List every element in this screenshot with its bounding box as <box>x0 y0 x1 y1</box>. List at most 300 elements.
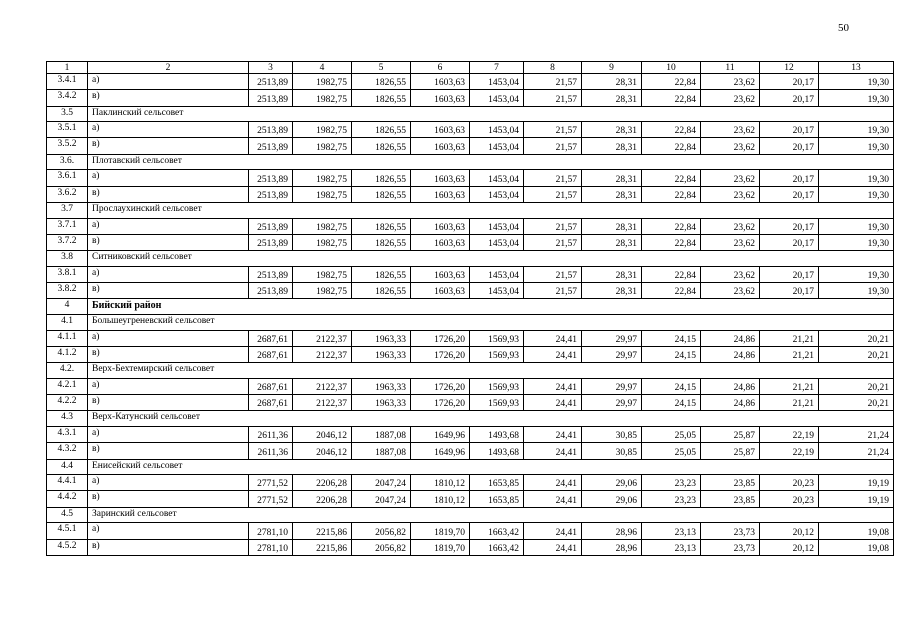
table-row <box>47 138 894 154</box>
cell-col-3: 2771,52 <box>249 491 293 507</box>
cell-col-6: 1603,63 <box>411 170 470 186</box>
cell-col-9: 28,31 <box>582 283 642 299</box>
cell-col-12: 21,21 <box>760 395 819 411</box>
cell-col-11: 24,86 <box>701 378 760 394</box>
cell-col-13: 19,30 <box>819 186 894 202</box>
row-label: в) <box>88 138 249 154</box>
cell-col-10: 22,84 <box>642 218 701 234</box>
cell-col-12: 20,17 <box>760 138 819 154</box>
cell-col-5: 2047,24 <box>352 475 411 491</box>
cell-col-10: 23,23 <box>642 491 701 507</box>
cell-col-5: 1887,08 <box>352 426 411 442</box>
row-code: 3.7.2 <box>47 234 88 250</box>
cell-col-3: 2513,89 <box>249 283 293 299</box>
cell-col-13: 20,21 <box>819 395 894 411</box>
table-row <box>47 346 894 362</box>
cell-col-6: 1819,70 <box>411 539 470 555</box>
cell-col-3: 2687,61 <box>249 395 293 411</box>
cell-col-6: 1810,12 <box>411 475 470 491</box>
row-code: 4.5.1 <box>47 523 88 539</box>
cell-col-9: 29,06 <box>582 491 642 507</box>
cell-col-3: 2513,89 <box>249 74 293 90</box>
section-title: Верх-Катунский сельсовет <box>88 411 894 427</box>
cell-col-6: 1603,63 <box>411 266 470 282</box>
cell-col-5: 1826,55 <box>352 138 411 154</box>
cell-col-13: 19,30 <box>819 266 894 282</box>
cell-col-4: 1982,75 <box>293 74 352 90</box>
cell-col-4: 2122,37 <box>293 346 352 362</box>
cell-col-7: 1663,42 <box>470 539 524 555</box>
section-title: Большеугреневский сельсовет <box>88 314 894 330</box>
cell-col-13: 20,21 <box>819 346 894 362</box>
row-code: 3.6.2 <box>47 186 88 202</box>
cell-col-12: 21,21 <box>760 346 819 362</box>
row-code: 3.8.1 <box>47 266 88 282</box>
row-label: а) <box>88 266 249 282</box>
cell-col-13: 19,30 <box>819 138 894 154</box>
cell-col-10: 22,84 <box>642 90 701 106</box>
table-row <box>47 491 894 507</box>
section-title: Верх-Бехтемирский сельсовет <box>88 363 894 379</box>
table-row <box>47 330 894 346</box>
cell-col-7: 1453,04 <box>470 90 524 106</box>
cell-col-4: 1982,75 <box>293 218 352 234</box>
cell-col-7: 1453,04 <box>470 186 524 202</box>
row-label: в) <box>88 283 249 299</box>
cell-col-11: 23,62 <box>701 266 760 282</box>
column-header-6: 6 <box>411 62 470 74</box>
cell-col-5: 2056,82 <box>352 539 411 555</box>
cell-col-4: 1982,75 <box>293 138 352 154</box>
cell-col-4: 1982,75 <box>293 90 352 106</box>
cell-col-7: 1569,93 <box>470 330 524 346</box>
cell-col-8: 21,57 <box>524 266 582 282</box>
cell-col-13: 20,21 <box>819 330 894 346</box>
section-title: Енисейский сельсовет <box>88 459 894 475</box>
cell-col-9: 28,31 <box>582 90 642 106</box>
cell-col-10: 23,13 <box>642 539 701 555</box>
table-row <box>47 218 894 234</box>
cell-col-8: 24,41 <box>524 378 582 394</box>
cell-col-6: 1726,20 <box>411 346 470 362</box>
cell-col-8: 24,41 <box>524 539 582 555</box>
cell-col-8: 21,57 <box>524 170 582 186</box>
section-row <box>47 363 894 379</box>
cell-col-5: 1826,55 <box>352 283 411 299</box>
section-title: Заринский сельсовет <box>88 507 894 523</box>
cell-col-10: 24,15 <box>642 346 701 362</box>
cell-col-12: 20,23 <box>760 475 819 491</box>
column-header-5: 5 <box>352 62 411 74</box>
table-row <box>47 74 894 90</box>
cell-col-10: 22,84 <box>642 266 701 282</box>
cell-col-4: 1982,75 <box>293 122 352 138</box>
cell-col-6: 1603,63 <box>411 283 470 299</box>
cell-col-5: 1963,33 <box>352 330 411 346</box>
cell-col-10: 22,84 <box>642 234 701 250</box>
row-label: в) <box>88 90 249 106</box>
table-row <box>47 90 894 106</box>
cell-col-7: 1653,85 <box>470 475 524 491</box>
cell-col-12: 21,21 <box>760 330 819 346</box>
cell-col-9: 28,31 <box>582 138 642 154</box>
cell-col-11: 23,73 <box>701 523 760 539</box>
cell-col-4: 2122,37 <box>293 330 352 346</box>
cell-col-7: 1663,42 <box>470 523 524 539</box>
cell-col-3: 2781,10 <box>249 539 293 555</box>
cell-col-6: 1810,12 <box>411 491 470 507</box>
column-header-9: 9 <box>582 62 642 74</box>
row-code: 3.7 <box>47 202 88 218</box>
table-row <box>47 283 894 299</box>
section-row <box>47 202 894 218</box>
cell-col-13: 19,30 <box>819 283 894 299</box>
cell-col-12: 20,23 <box>760 491 819 507</box>
cell-col-11: 23,62 <box>701 218 760 234</box>
cell-col-5: 1826,55 <box>352 218 411 234</box>
cell-col-13: 19,30 <box>819 90 894 106</box>
column-header-13: 13 <box>819 62 894 74</box>
cell-col-7: 1453,04 <box>470 218 524 234</box>
row-code: 3.8.2 <box>47 283 88 299</box>
cell-col-8: 21,57 <box>524 186 582 202</box>
cell-col-3: 2687,61 <box>249 330 293 346</box>
row-label: а) <box>88 426 249 442</box>
cell-col-6: 1726,20 <box>411 395 470 411</box>
cell-col-6: 1603,63 <box>411 234 470 250</box>
cell-col-12: 20,17 <box>760 266 819 282</box>
cell-col-6: 1726,20 <box>411 330 470 346</box>
cell-col-3: 2687,61 <box>249 346 293 362</box>
row-label: а) <box>88 330 249 346</box>
cell-col-11: 23,62 <box>701 283 760 299</box>
table-row <box>47 523 894 539</box>
cell-col-7: 1569,93 <box>470 346 524 362</box>
cell-col-3: 2513,89 <box>249 234 293 250</box>
cell-col-6: 1649,96 <box>411 443 470 459</box>
row-code: 3.5.1 <box>47 122 88 138</box>
cell-col-8: 21,57 <box>524 218 582 234</box>
column-header-8: 8 <box>524 62 582 74</box>
cell-col-5: 1963,33 <box>352 346 411 362</box>
cell-col-7: 1453,04 <box>470 170 524 186</box>
table-row <box>47 122 894 138</box>
cell-col-9: 28,31 <box>582 234 642 250</box>
cell-col-5: 2047,24 <box>352 491 411 507</box>
cell-col-3: 2513,89 <box>249 122 293 138</box>
cell-col-11: 23,62 <box>701 74 760 90</box>
cell-col-10: 22,84 <box>642 74 701 90</box>
row-code: 4.1.2 <box>47 346 88 362</box>
row-code: 3.4.2 <box>47 90 88 106</box>
cell-col-9: 29,06 <box>582 475 642 491</box>
row-label: в) <box>88 443 249 459</box>
cell-col-4: 1982,75 <box>293 283 352 299</box>
row-label: в) <box>88 186 249 202</box>
cell-col-13: 19,19 <box>819 475 894 491</box>
cell-col-5: 1826,55 <box>352 170 411 186</box>
cell-col-10: 23,13 <box>642 523 701 539</box>
cell-col-8: 21,57 <box>524 122 582 138</box>
row-label: в) <box>88 491 249 507</box>
cell-col-7: 1453,04 <box>470 122 524 138</box>
row-label: в) <box>88 234 249 250</box>
row-code: 4.4.1 <box>47 475 88 491</box>
cell-col-5: 1826,55 <box>352 234 411 250</box>
cell-col-11: 25,87 <box>701 443 760 459</box>
cell-col-3: 2611,36 <box>249 426 293 442</box>
cell-col-4: 2215,86 <box>293 523 352 539</box>
cell-col-12: 20,12 <box>760 523 819 539</box>
cell-col-4: 2046,12 <box>293 443 352 459</box>
row-label: в) <box>88 346 249 362</box>
row-code: 3.7.1 <box>47 218 88 234</box>
cell-col-10: 22,84 <box>642 186 701 202</box>
cell-col-8: 24,41 <box>524 426 582 442</box>
row-code: 4.1 <box>47 314 88 330</box>
row-code: 4.3.1 <box>47 426 88 442</box>
cell-col-11: 23,62 <box>701 170 760 186</box>
row-code: 4.2.1 <box>47 378 88 394</box>
cell-col-12: 20,17 <box>760 122 819 138</box>
tariff-table <box>46 61 894 556</box>
cell-col-9: 28,31 <box>582 170 642 186</box>
cell-col-9: 28,31 <box>582 74 642 90</box>
cell-col-7: 1453,04 <box>470 74 524 90</box>
cell-col-4: 2122,37 <box>293 395 352 411</box>
cell-col-11: 23,62 <box>701 234 760 250</box>
row-code: 3.8 <box>47 251 88 267</box>
row-code: 4.3.2 <box>47 443 88 459</box>
column-header-2: 2 <box>88 62 249 74</box>
cell-col-9: 28,31 <box>582 122 642 138</box>
cell-col-13: 19,19 <box>819 491 894 507</box>
column-header-11: 11 <box>701 62 760 74</box>
cell-col-4: 1982,75 <box>293 170 352 186</box>
row-code: 4.4.2 <box>47 491 88 507</box>
cell-col-6: 1603,63 <box>411 186 470 202</box>
cell-col-13: 21,24 <box>819 426 894 442</box>
table-row <box>47 443 894 459</box>
cell-col-9: 29,97 <box>582 346 642 362</box>
cell-col-12: 20,12 <box>760 539 819 555</box>
column-number-header-row <box>47 62 894 74</box>
cell-col-4: 1982,75 <box>293 186 352 202</box>
cell-col-9: 28,96 <box>582 523 642 539</box>
cell-col-11: 23,85 <box>701 475 760 491</box>
cell-col-10: 25,05 <box>642 443 701 459</box>
cell-col-5: 1826,55 <box>352 74 411 90</box>
cell-col-7: 1569,93 <box>470 378 524 394</box>
cell-col-8: 21,57 <box>524 138 582 154</box>
cell-col-11: 23,62 <box>701 186 760 202</box>
section-row <box>47 154 894 170</box>
cell-col-9: 30,85 <box>582 426 642 442</box>
section-title: Паклинский сельсовет <box>88 106 894 122</box>
table-row <box>47 475 894 491</box>
cell-col-3: 2771,52 <box>249 475 293 491</box>
cell-col-6: 1603,63 <box>411 122 470 138</box>
cell-col-8: 21,57 <box>524 74 582 90</box>
cell-col-9: 30,85 <box>582 443 642 459</box>
cell-col-6: 1649,96 <box>411 426 470 442</box>
cell-col-13: 21,24 <box>819 443 894 459</box>
section-row <box>47 507 894 523</box>
cell-col-12: 22,19 <box>760 426 819 442</box>
cell-col-10: 22,84 <box>642 170 701 186</box>
cell-col-10: 25,05 <box>642 426 701 442</box>
cell-col-7: 1453,04 <box>470 266 524 282</box>
cell-col-8: 24,41 <box>524 395 582 411</box>
cell-col-8: 24,41 <box>524 475 582 491</box>
cell-col-11: 23,62 <box>701 90 760 106</box>
row-code: 4.2. <box>47 363 88 379</box>
cell-col-8: 24,41 <box>524 491 582 507</box>
cell-col-13: 19,30 <box>819 74 894 90</box>
cell-col-4: 2206,28 <box>293 475 352 491</box>
cell-col-7: 1493,68 <box>470 426 524 442</box>
row-code: 4.2.2 <box>47 395 88 411</box>
cell-col-7: 1653,85 <box>470 491 524 507</box>
cell-col-10: 22,84 <box>642 283 701 299</box>
cell-col-5: 1826,55 <box>352 186 411 202</box>
cell-col-12: 22,19 <box>760 443 819 459</box>
cell-col-4: 2122,37 <box>293 378 352 394</box>
cell-col-13: 19,08 <box>819 523 894 539</box>
row-label: а) <box>88 523 249 539</box>
cell-col-6: 1603,63 <box>411 218 470 234</box>
cell-col-6: 1603,63 <box>411 90 470 106</box>
cell-col-5: 2056,82 <box>352 523 411 539</box>
cell-col-13: 19,30 <box>819 234 894 250</box>
cell-col-6: 1603,63 <box>411 74 470 90</box>
cell-col-6: 1726,20 <box>411 378 470 394</box>
row-code: 4.3 <box>47 411 88 427</box>
cell-col-8: 24,41 <box>524 443 582 459</box>
cell-col-7: 1453,04 <box>470 138 524 154</box>
cell-col-5: 1963,33 <box>352 395 411 411</box>
section-row <box>47 314 894 330</box>
cell-col-8: 24,41 <box>524 346 582 362</box>
cell-col-3: 2781,10 <box>249 523 293 539</box>
table-row <box>47 426 894 442</box>
cell-col-9: 28,31 <box>582 266 642 282</box>
cell-col-4: 2215,86 <box>293 539 352 555</box>
cell-col-11: 25,87 <box>701 426 760 442</box>
row-code: 4 <box>47 299 88 315</box>
cell-col-10: 22,84 <box>642 138 701 154</box>
cell-col-12: 20,17 <box>760 234 819 250</box>
cell-col-5: 1963,33 <box>352 378 411 394</box>
row-code: 4.5.2 <box>47 539 88 555</box>
row-code: 3.5 <box>47 106 88 122</box>
row-code: 4.1.1 <box>47 330 88 346</box>
cell-col-5: 1826,55 <box>352 266 411 282</box>
cell-col-3: 2513,89 <box>249 218 293 234</box>
cell-col-10: 24,15 <box>642 395 701 411</box>
row-label: а) <box>88 218 249 234</box>
row-label: а) <box>88 170 249 186</box>
row-code: 4.4 <box>47 459 88 475</box>
cell-col-9: 29,97 <box>582 395 642 411</box>
cell-col-5: 1887,08 <box>352 443 411 459</box>
table-row <box>47 395 894 411</box>
cell-col-8: 21,57 <box>524 234 582 250</box>
section-title: Бийский район <box>88 299 894 315</box>
cell-col-3: 2513,89 <box>249 90 293 106</box>
cell-col-8: 21,57 <box>524 283 582 299</box>
cell-col-10: 23,23 <box>642 475 701 491</box>
cell-col-3: 2513,89 <box>249 138 293 154</box>
cell-col-3: 2687,61 <box>249 378 293 394</box>
cell-col-5: 1826,55 <box>352 90 411 106</box>
cell-col-9: 28,31 <box>582 186 642 202</box>
column-header-7: 7 <box>470 62 524 74</box>
section-row <box>47 411 894 427</box>
cell-col-3: 2513,89 <box>249 186 293 202</box>
row-label: в) <box>88 395 249 411</box>
cell-col-11: 24,86 <box>701 395 760 411</box>
page-number: 50 <box>838 22 849 34</box>
cell-col-11: 23,73 <box>701 539 760 555</box>
column-header-10: 10 <box>642 62 701 74</box>
section-title: Ситниковский сельсовет <box>88 251 894 267</box>
cell-col-10: 24,15 <box>642 330 701 346</box>
row-label: а) <box>88 378 249 394</box>
section-row <box>47 459 894 475</box>
cell-col-12: 20,17 <box>760 90 819 106</box>
cell-col-11: 23,62 <box>701 122 760 138</box>
row-label: а) <box>88 122 249 138</box>
cell-col-8: 21,57 <box>524 90 582 106</box>
column-header-4: 4 <box>293 62 352 74</box>
cell-col-3: 2611,36 <box>249 443 293 459</box>
cell-col-5: 1826,55 <box>352 122 411 138</box>
cell-col-4: 1982,75 <box>293 234 352 250</box>
cell-col-3: 2513,89 <box>249 170 293 186</box>
cell-col-12: 20,17 <box>760 186 819 202</box>
row-code: 4.5 <box>47 507 88 523</box>
section-title: Прослаухинский сельсовет <box>88 202 894 218</box>
cell-col-10: 22,84 <box>642 122 701 138</box>
cell-col-4: 2046,12 <box>293 426 352 442</box>
row-label: а) <box>88 74 249 90</box>
cell-col-9: 29,97 <box>582 378 642 394</box>
cell-col-7: 1453,04 <box>470 234 524 250</box>
cell-col-13: 19,30 <box>819 170 894 186</box>
cell-col-13: 19,30 <box>819 122 894 138</box>
cell-col-12: 21,21 <box>760 378 819 394</box>
cell-col-12: 20,17 <box>760 74 819 90</box>
row-label: в) <box>88 539 249 555</box>
table-row <box>47 234 894 250</box>
row-code: 3.6.1 <box>47 170 88 186</box>
cell-col-11: 24,86 <box>701 330 760 346</box>
cell-col-9: 29,97 <box>582 330 642 346</box>
cell-col-11: 23,62 <box>701 138 760 154</box>
cell-col-10: 24,15 <box>642 378 701 394</box>
cell-col-7: 1493,68 <box>470 443 524 459</box>
cell-col-8: 24,41 <box>524 523 582 539</box>
cell-col-7: 1453,04 <box>470 283 524 299</box>
row-code: 3.5.2 <box>47 138 88 154</box>
column-header-1: 1 <box>47 62 88 74</box>
section-row <box>47 299 894 315</box>
cell-col-12: 20,17 <box>760 170 819 186</box>
cell-col-4: 1982,75 <box>293 266 352 282</box>
cell-col-13: 19,30 <box>819 218 894 234</box>
cell-col-12: 20,17 <box>760 283 819 299</box>
